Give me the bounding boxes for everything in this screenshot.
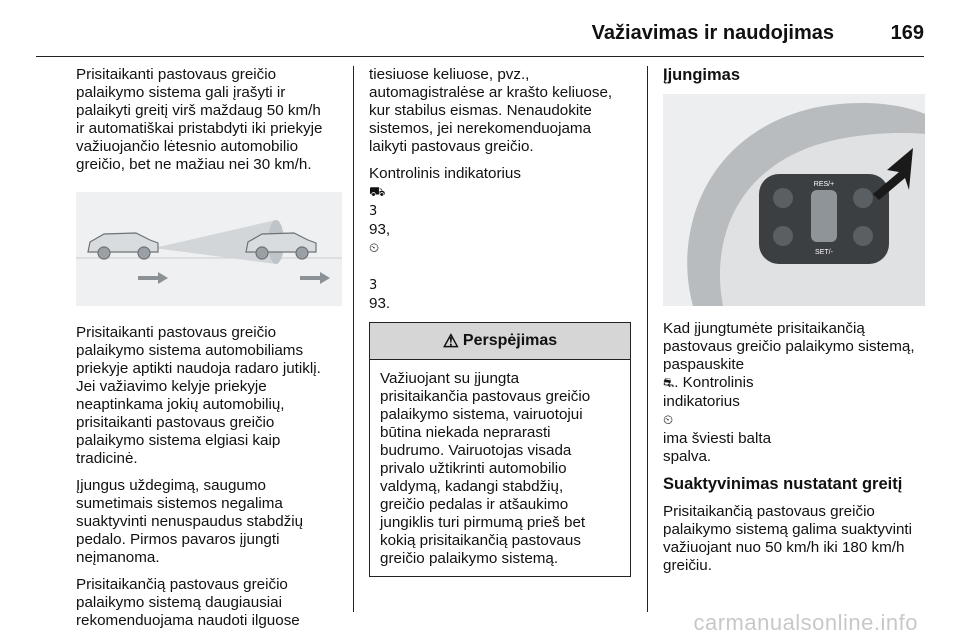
column-3: [663, 66, 929, 584]
page-header: [36, 22, 924, 56]
page-ref-2[interactable]: 93.: [369, 295, 391, 312]
warning-body: Važiuojant su įjungta prisitaikančia pastovaus greičio palaikymo sistema, vairuotojui būtina niekada neprarasti budrumo. Vairuotojas visada privalo užtikrinti automobilio valdymą, kadangi stabdžių, greičio pedalas ir atšaukimo jungiklis turi pirmumą prieš bet kokią prisitaikančią pastovaus greičio palaikymo sistemą.: [380, 370, 591, 567]
cruise-indicator-icon: ⏲: [663, 413, 674, 428]
heading-activation: Įjungimas: [663, 66, 741, 84]
paragraph-indicator: [369, 165, 631, 313]
cruise-on-button: [853, 188, 873, 208]
column-1: [76, 66, 346, 639]
car-front-icon: ⛟: [369, 185, 386, 200]
paragraph-activate: [663, 320, 929, 466]
warning-box: [369, 322, 631, 577]
distance-button: [773, 188, 793, 208]
paragraph-radar: Prisitaikanti pastovaus greičio palaikymo sistema automobiliams priekyje aptikti naudoja radaro jutiklį. Jei važiavimo kelyje priekyje neaptinkama jokių automobilių, prisitaikanti pastovaus greičio palaikymo sistema elgiasi kaip tradicinė.: [76, 324, 321, 467]
column-2: [369, 66, 631, 577]
paragraph-recommend: Prisitaikančią pastovaus greičio palaikymo sistemą daugiausiai rekomenduojama naudoti ilguose: [76, 576, 300, 629]
warning-title: Perspėjimas: [462, 332, 558, 349]
heading-set-speed: Suaktyvinimas nustatant greitį: [663, 475, 903, 493]
watermark: carmanualsonline.info: [693, 610, 918, 635]
page-reference-arrow-icon: 3: [369, 204, 378, 219]
paragraph-set-speed: Prisitaikančią pastovaus greičio palaikymo sistemą galima suaktyvinti važiuojant nuo 50 km/h iki 180 km/h greičiu.: [663, 503, 912, 574]
control-panel: [759, 174, 889, 264]
paragraph-ignition: Įjungus uždegimą, saugumo sumetimais sistemos negalima suaktyvinti nenuspaudus stabdžių pedalo. Pirmos pavaros įjungti neįmanoma.: [76, 477, 304, 566]
steering-wheel-illustration: [663, 94, 925, 306]
paragraph-intro: Prisitaikanti pastovaus greičio palaikymo sistema gali įrašyti ir palaikyti greitį virš maždaug 50 km/h ir automatiškai pristabdyti iki priekyje važiuojančio lėtesnio automobilio greičio, bet ne mažiau nei 30 km/h.: [76, 66, 323, 173]
activate-text-a: Kad įjungtumėte prisitaikančią pastovaus greičio palaikymo sistemą, paspauskite: [663, 320, 915, 373]
page-title: Važiavimas ir naudojimas: [591, 22, 834, 44]
indicator-text: Kontrolinis indikatorius: [369, 165, 521, 182]
column-divider-2: [647, 66, 648, 612]
cancel-button: [773, 226, 793, 246]
set-label: SET/-: [815, 249, 833, 256]
warning-header: [370, 323, 630, 360]
page-number: 169: [890, 22, 924, 44]
speed-roller: [811, 190, 837, 242]
activate-text-b: . Kontrolinis indikatorius: [663, 374, 754, 410]
cruise-button-icon: ⛐: [663, 376, 675, 391]
res-label: RES/+: [813, 181, 835, 188]
limiter-button: [853, 226, 873, 246]
radar-following-illustration: [76, 192, 342, 306]
warning-triangle-icon: ⚠: [442, 331, 459, 351]
page-ref-1[interactable]: 93,: [369, 221, 391, 238]
cruise-indicator-icon: ⏲: [369, 241, 380, 256]
page-reference-arrow-icon: 3: [369, 278, 378, 293]
column-divider-1: [353, 66, 354, 612]
header-rule: [36, 56, 924, 57]
paragraph-roads: tiesiuose keliuose, pvz., automagistralėse ar krašto keliuose, kur stabilus eismas. Nenaudokite sistemos, jei nerekomenduojama laikyti pastovaus greičio.: [369, 66, 613, 155]
activate-text-c: ima šviesti balta spalva.: [663, 430, 772, 465]
